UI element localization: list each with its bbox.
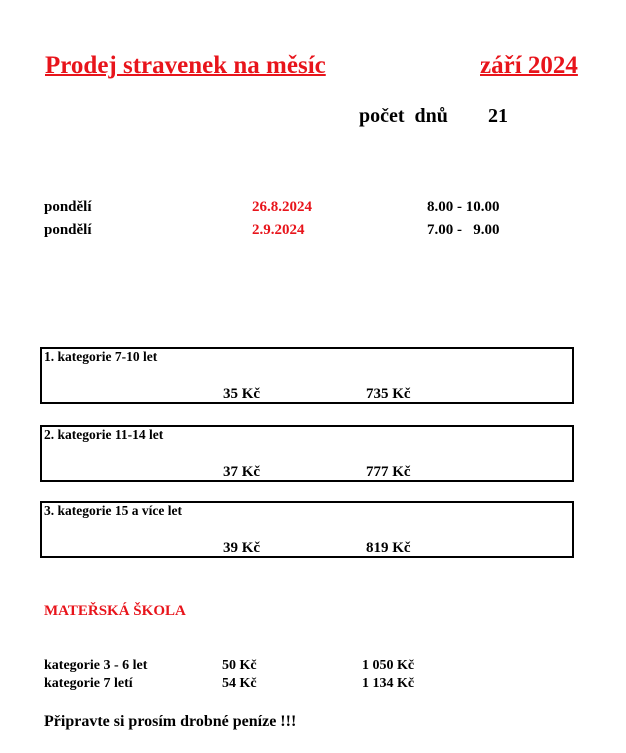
- note-text: Připravte si prosím drobné peníze !!!: [44, 713, 297, 730]
- days-count-label: počet dnů: [359, 105, 448, 127]
- kindergarten-category-label: kategorie 3 - 6 let: [44, 658, 148, 673]
- category-box: [40, 347, 574, 404]
- page-title: Prodej stravenek na měsíc: [45, 52, 326, 79]
- category-price: 39 Kč: [223, 540, 261, 556]
- schedule-day: pondělí: [44, 199, 92, 215]
- category-total: 735 Kč: [366, 386, 411, 402]
- category-box: [40, 425, 574, 482]
- schedule-day: pondělí: [44, 222, 92, 238]
- category-total: 819 Kč: [366, 540, 411, 556]
- kindergarten-category-label: kategorie 7 letí: [44, 676, 133, 691]
- category-label: 2. kategorie 11-14 let: [44, 427, 164, 442]
- category-box: [40, 501, 574, 558]
- category-price: 35 Kč: [223, 386, 261, 402]
- schedule-time: 8.00 - 10.00: [427, 199, 500, 215]
- kindergarten-category-total: 1 134 Kč: [362, 676, 415, 691]
- schedule-date: 26.8.2024: [252, 199, 312, 215]
- category-label: 3. kategorie 15 a více let: [44, 503, 182, 518]
- month-label: září 2024: [480, 52, 578, 79]
- category-total: 777 Kč: [366, 464, 411, 480]
- category-price: 37 Kč: [223, 464, 261, 480]
- schedule-date: 2.9.2024: [252, 222, 305, 238]
- days-count-value: 21: [488, 105, 508, 127]
- category-label: 1. kategorie 7-10 let: [44, 349, 158, 364]
- kindergarten-heading: MATEŘSKÁ ŠKOLA: [44, 603, 186, 619]
- kindergarten-category-price: 50 Kč: [222, 658, 257, 673]
- kindergarten-category-price: 54 Kč: [222, 676, 257, 691]
- kindergarten-category-total: 1 050 Kč: [362, 658, 415, 673]
- schedule-time: 7.00 - 9.00: [427, 222, 500, 238]
